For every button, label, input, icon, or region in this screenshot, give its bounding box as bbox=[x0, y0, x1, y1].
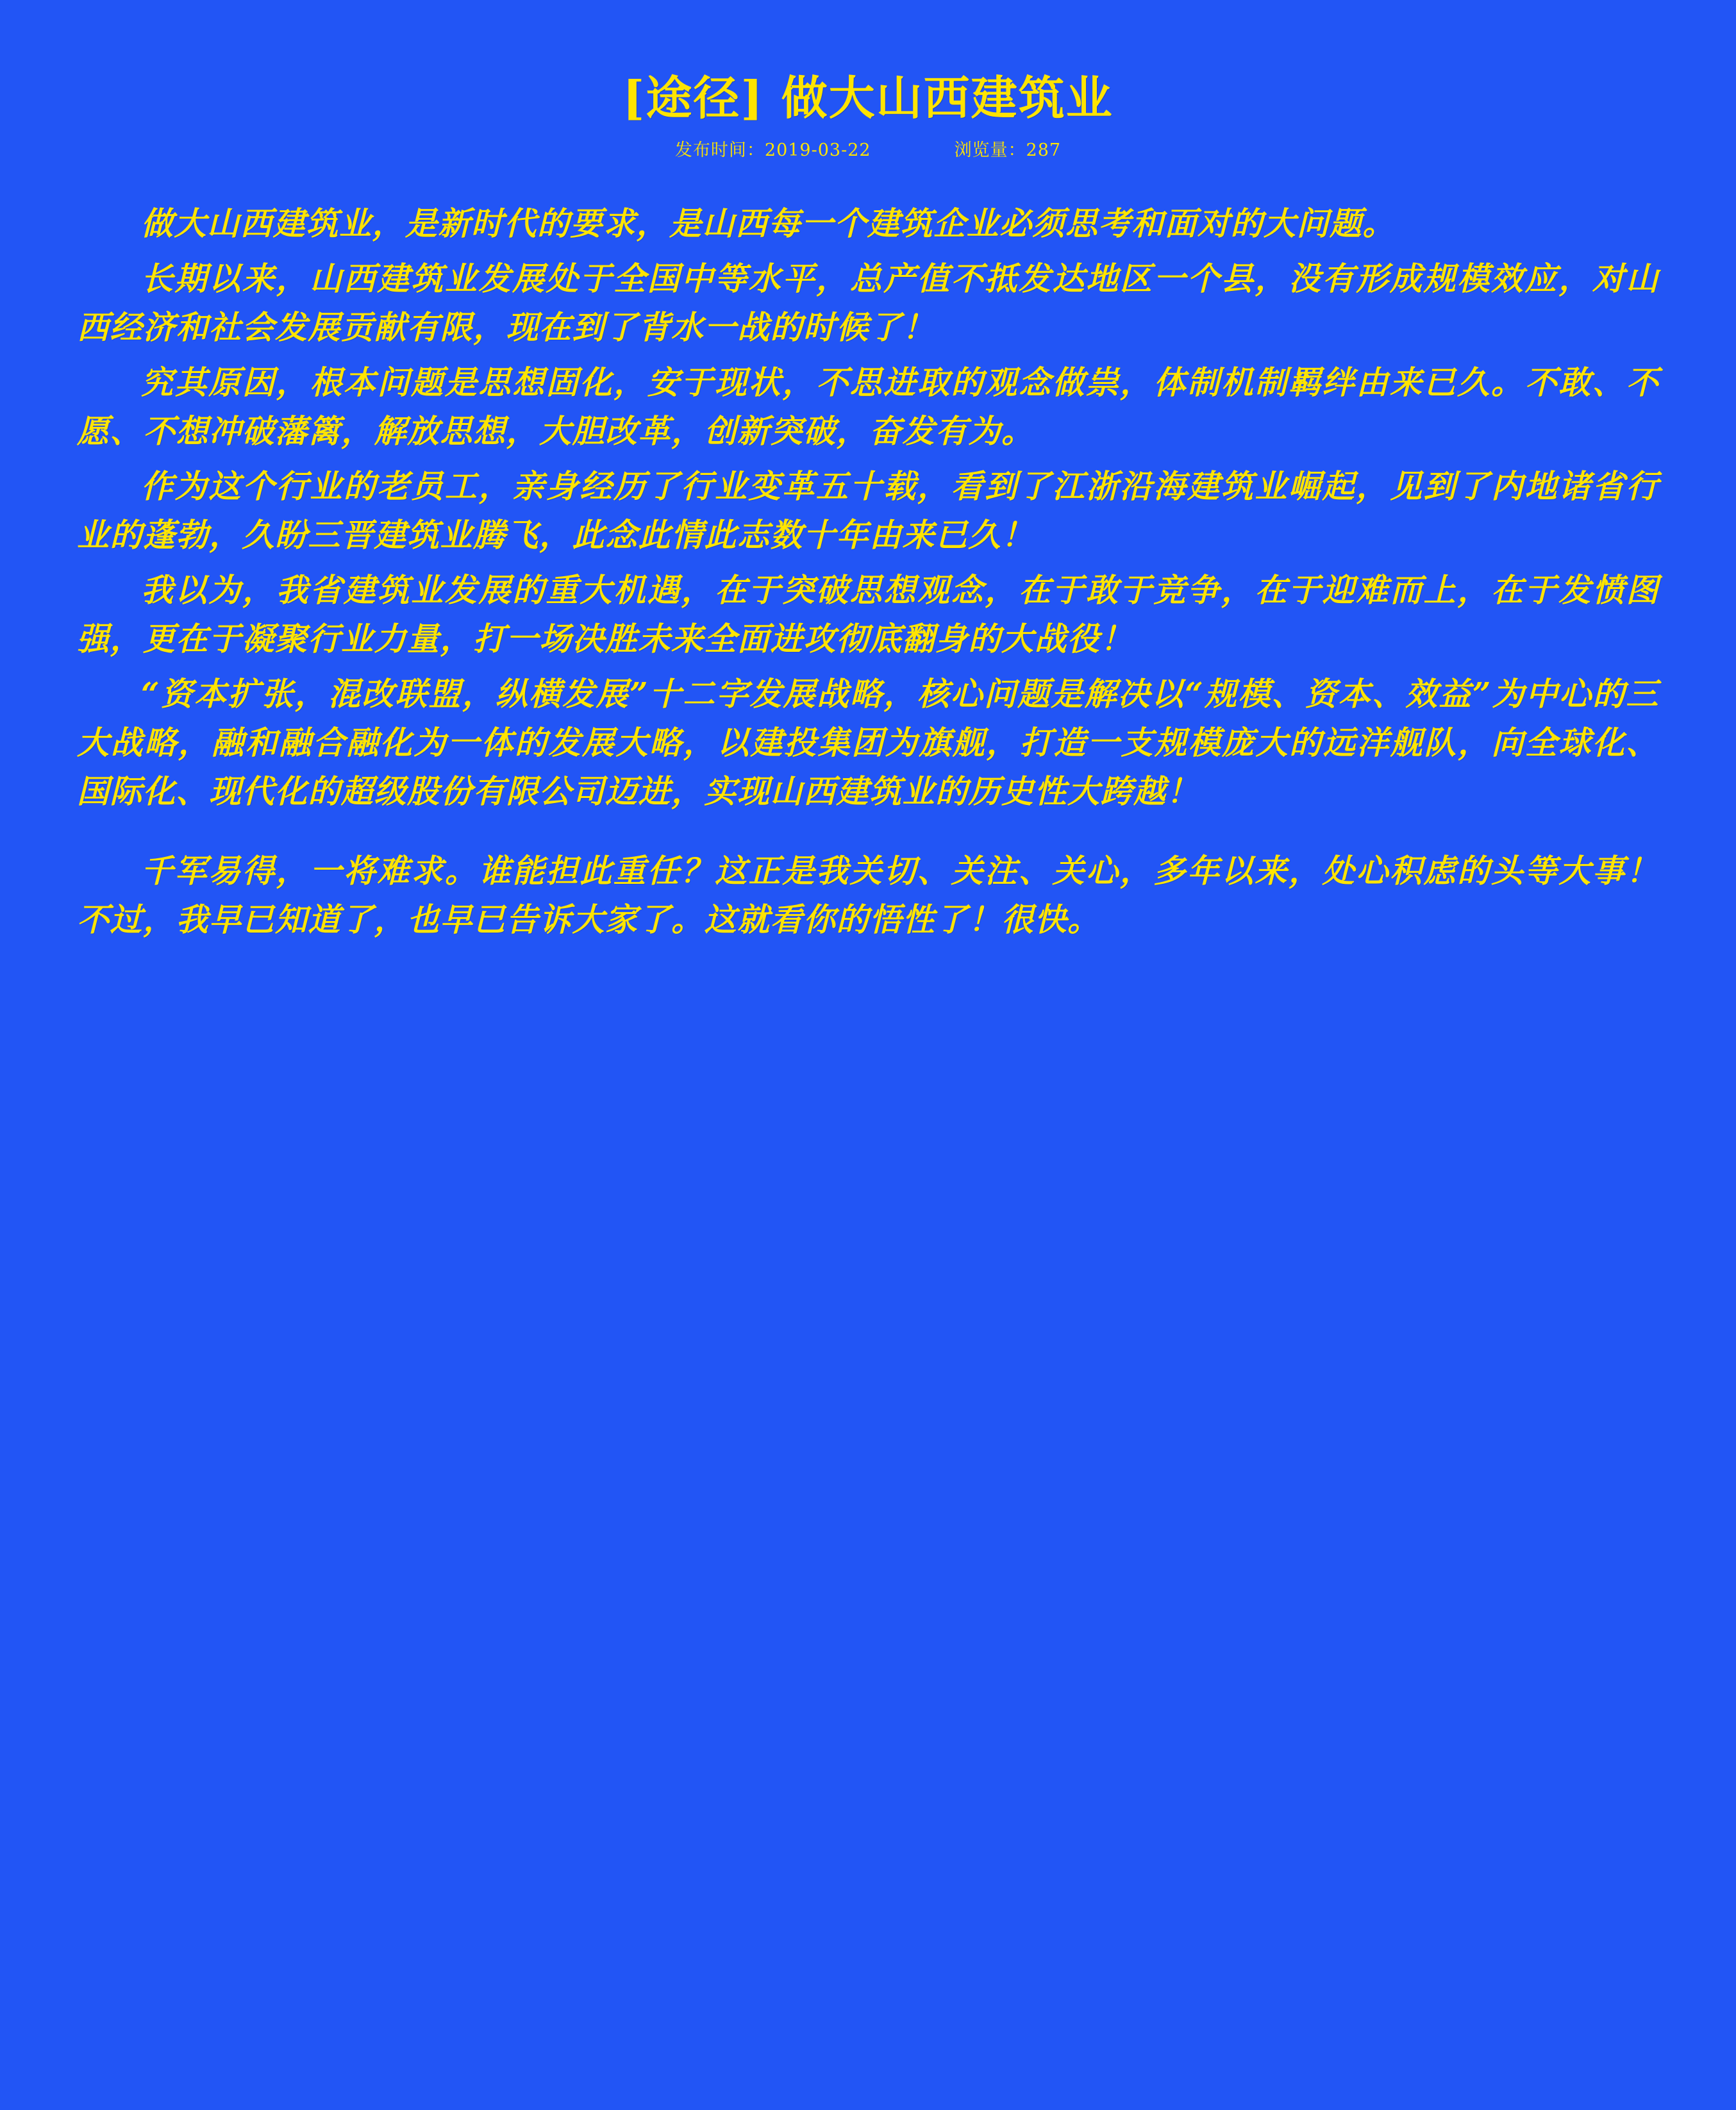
paragraph: 作为这个行业的老员工，亲身经历了行业变革五十载，看到了江浙沿海建筑业崛起，见到了内地诸省行业的蓬勃，久盼三晋建筑业腾飞，此念此情此志数十年由来已久！ bbox=[77, 467, 1659, 554]
article-body bbox=[77, 199, 1659, 944]
paragraph: 究其原因，根本问题是思想固化，安于现状，不思进取的观念做祟，体制机制羁绊由来已久。不敢、不愿、不想冲破藩篱，解放思想，大胆改革，创新突破，奋发有为。 bbox=[77, 363, 1659, 451]
publish-time: 发布时间：2019-03-22 bbox=[674, 140, 871, 161]
paragraph: 千军易得，一将难求。谁能担此重任？这正是我关切、关注、关心，多年以来，处心积虑的头等大事！不过，我早已知道了，也早已告诉大家了。这就看你的悟性了！很快。 bbox=[77, 852, 1659, 939]
paragraph: 我以为，我省建筑业发展的重大机遇，在于突破思想观念，在于敢于竞争，在于迎难而上，在于发愤图强，更在于凝聚行业力量，打一场决胜未来全面进攻彻底翻身的大战役！ bbox=[77, 571, 1659, 658]
paragraph: 做大山西建筑业，是新时代的要求，是山西每一个建筑企业必须思考和面对的大问题。 bbox=[141, 204, 1396, 243]
paragraph: “资本扩张，混改联盟，纵横发展”十二字发展战略，核心问题是解决以“规模、资本、效益”为中心的三大战略，融和融合融化为一体的发展大略，以建投集团为旗舰，打造一支规模庞大的远洋舰队，向全球化、国际化、现代化的超级股份有限公司迈进，实现山西建筑业的历史性大跨越！ bbox=[77, 675, 1659, 811]
view-count: 浏览量：287 bbox=[954, 140, 1062, 161]
page-title: [途径] 做大山西建筑业 bbox=[622, 71, 1114, 125]
paragraph: 长期以来，山西建筑业发展处于全国中等水平，总产值不抵发达地区一个县，没有形成规模效应，对山西经济和社会发展贡献有限，现在到了背水一战的时候了！ bbox=[77, 260, 1659, 347]
article-meta bbox=[58, 136, 1678, 161]
